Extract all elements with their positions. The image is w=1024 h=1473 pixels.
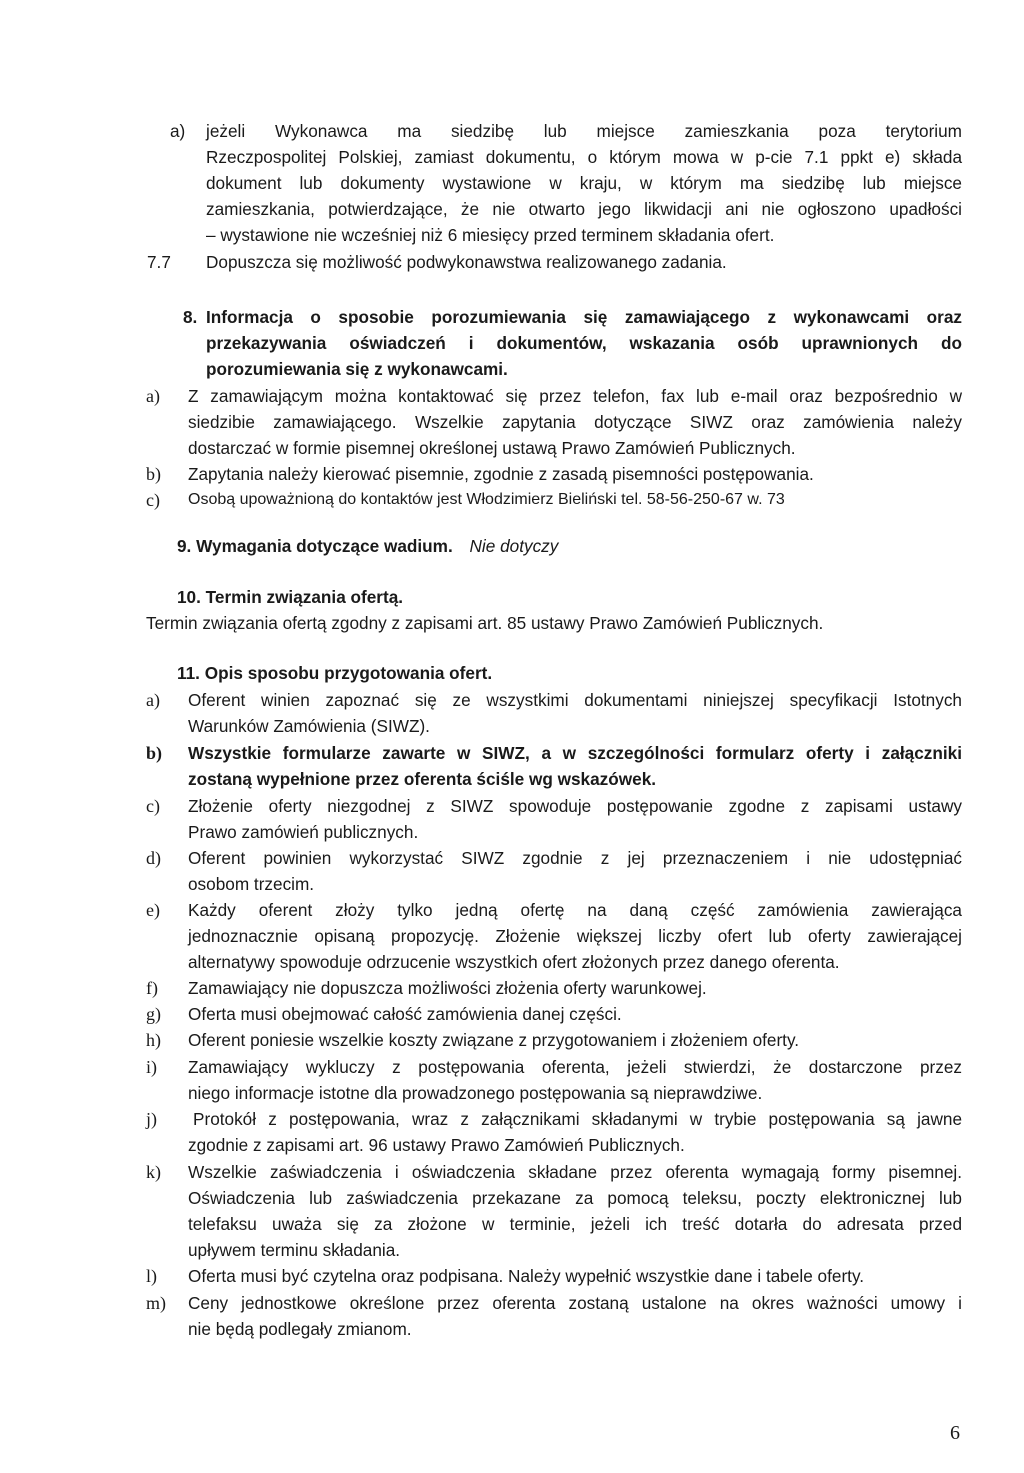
sec7a-line-3: dokument lub dokumenty wystawione w kraju, w którym ma siedzibę lub miejsce [206,173,962,193]
sec10-heading: 10. Termin związania ofertą. [177,587,404,607]
sec11-i-marker: i) [146,1057,157,1077]
sec8-a-line-3: dostarczać w formie pisemnej określonej ustawą Prawo Zamówień Publicznych. [188,438,796,458]
sec11-c-line-2: Prawo zamówień publicznych. [188,822,419,842]
sec11-c-marker: c) [146,796,160,816]
sec11-i-line-1: Zamawiający wykluczy z postępowania oferenta, jeżeli stwierdzi, że dostarczone przez [188,1057,962,1077]
sec11-g-marker: g) [146,1004,161,1024]
sec11-b-line-1: Wszystkie formularze zawarte w SIWZ, a w szczególności formularz oferty i załączniki [188,743,962,763]
sec11-e-line-3: alternatywy spowoduje odrzucenie wszystkich ofert złożonych przez danego oferenta. [188,952,840,972]
sec11-e-line-1: Każdy oferent złoży tylko jedną ofertę na daną część zamówienia zawierająca [188,900,962,920]
sec11-j-line-1: Protokół z postępowania, wraz z załącznikami składanymi w trybie postępowania są jawne [193,1109,962,1129]
sec8-b-line-1: Zapytania należy kierować pisemnie, zgodnie z zasadą pisemności postępowania. [188,464,814,484]
sec8-number: 8. [183,307,198,327]
sec11-k-line-2: Oświadczenia lub zaświadczenia przekazane za pomocą teleksu, poczty elektronicznej lub [188,1188,962,1208]
sec7a-line-2: Rzeczpospolitej Polskiej, zamiast dokumentu, o którym mowa w p-cie 7.1 ppkt e) składa [206,147,962,167]
sec11-b-line-2: zostaną wypełnione przez oferenta ściśle wg wskazówek. [188,769,657,789]
sec8-a-marker: a) [146,386,160,406]
sec11-h-line-1: Oferent poniesie wszelkie koszty związane z przygotowaniem i złożeniem oferty. [188,1030,800,1050]
sec8-heading-line-1: Informacja o sposobie porozumiewania się zamawiającego z wykonawcami oraz [206,307,962,327]
sec11-j-marker: j) [146,1109,157,1129]
sec11-g-line-1: Oferta musi obejmować całość zamówienia danej części. [188,1004,622,1024]
sec11-a-line-1: Oferent winien zapoznać się ze wszystkimi dokumentami niniejszej specyfikacji Istotnych [188,690,962,710]
sec11-f-marker: f) [146,978,158,998]
sec11-heading: 11. Opis sposobu przygotowania ofert. [177,663,493,683]
sec7a-line-4: zamieszkania, potwierdzające, że nie otwarto jego likwidacji ani nie ogłoszono upadłości [206,199,962,219]
sec8-c-marker: c) [146,490,160,510]
sec11-m-line-1: Ceny jednostkowe określone przez oferenta zostaną ustalone na okres ważności umowy i [188,1293,962,1313]
sec11-k-line-4: upływem terminu składania. [188,1240,401,1260]
sec8-heading-line-2: przekazywania oświadczeń i dokumentów, wskazania osób uprawnionych do [206,333,962,353]
sec7a-marker: a) [170,121,186,141]
sec11-i-line-2: niego informacje istotne dla prowadzonego postępowania są nieprawdziwe. [188,1083,763,1103]
sec7a-line-1: jeżeli Wykonawca ma siedzibę lub miejsce zamieszkania poza terytorium [206,121,962,141]
sec11-e-marker: e) [146,900,160,920]
sec77-number: 7.7 [147,252,171,272]
sec9-row [177,533,558,559]
sec11-l-line-1: Oferta musi być czytelna oraz podpisana. Należy wypełnić wszystkie dane i tabele oferty. [188,1266,865,1286]
sec8-heading-line-3: porozumiewania się z wykonawcami. [206,359,508,379]
sec7a-line-5: – wystawione nie wcześniej niż 6 miesięcy przed terminem składania ofert. [206,225,775,245]
sec10-text: Termin związania ofertą zgodny z zapisami art. 85 ustawy Prawo Zamówień Publicznych. [146,613,824,633]
sec11-m-marker: m) [146,1293,166,1313]
sec11-k-line-3: telefaksu uważa się za złożone w terminie, jeżeli ich treść dotarła do adresata przed [188,1214,962,1234]
page-number: 6 [950,1422,960,1444]
sec8-c-line-1: Osobą upoważnioną do kontaktów jest Włodzimierz Bieliński tel. 58-56-250-67 w. 73 [188,491,785,508]
sec77-text: Dopuszcza się możliwość podwykonawstwa realizowanego zadania. [206,252,727,272]
sec11-j-line-2: zgodnie z zapisami art. 96 ustawy Prawo Zamówień Publicznych. [188,1135,685,1155]
sec8-b-marker: b) [146,464,161,484]
sec11-b-marker: b) [146,743,163,763]
sec11-f-line-1: Zamawiający nie dopuszcza możliwości złożenia oferty warunkowej. [188,978,707,998]
sec11-e-line-2: jednoznacznie opisaną propozycję. Złożenie większej liczby ofert lub oferty zawierającej [188,926,962,946]
sec11-c-line-1: Złożenie oferty niezgodnej z SIWZ spowoduje postępowanie zgodne z zapisami ustawy [188,796,962,816]
sec8-a-line-2: siedzibie zamawiającego. Wszelkie zapytania dotyczące SIWZ oraz zamówienia należy [188,412,962,432]
sec8-a-line-1: Z zamawiającym można kontaktować się przez telefon, fax lub e-mail oraz bezpośrednio w [188,386,962,406]
sec11-d-line-1: Oferent powinien wykorzystać SIWZ zgodnie z jej przeznaczeniem i nie udostępniać [188,848,962,868]
sec11-m-line-2: nie będą podlegały zmianom. [188,1319,412,1339]
sec11-k-marker: k) [146,1162,161,1182]
sec9-note: Nie dotyczy [469,536,559,556]
sec11-d-marker: d) [146,848,161,868]
sec11-d-line-2: osobom trzecim. [188,874,315,894]
sec9-heading: 9. Wymagania dotyczące wadium. [177,536,453,556]
sec11-a-line-2: Warunków Zamówienia (SIWZ). [188,716,430,736]
sec11-h-marker: h) [146,1030,161,1050]
sec11-l-marker: l) [146,1266,157,1286]
sec11-k-line-1: Wszelkie zaświadczenia i oświadczenia składane przez oferenta wymagają formy pisemnej. [188,1162,962,1182]
sec11-a-marker: a) [146,690,160,710]
